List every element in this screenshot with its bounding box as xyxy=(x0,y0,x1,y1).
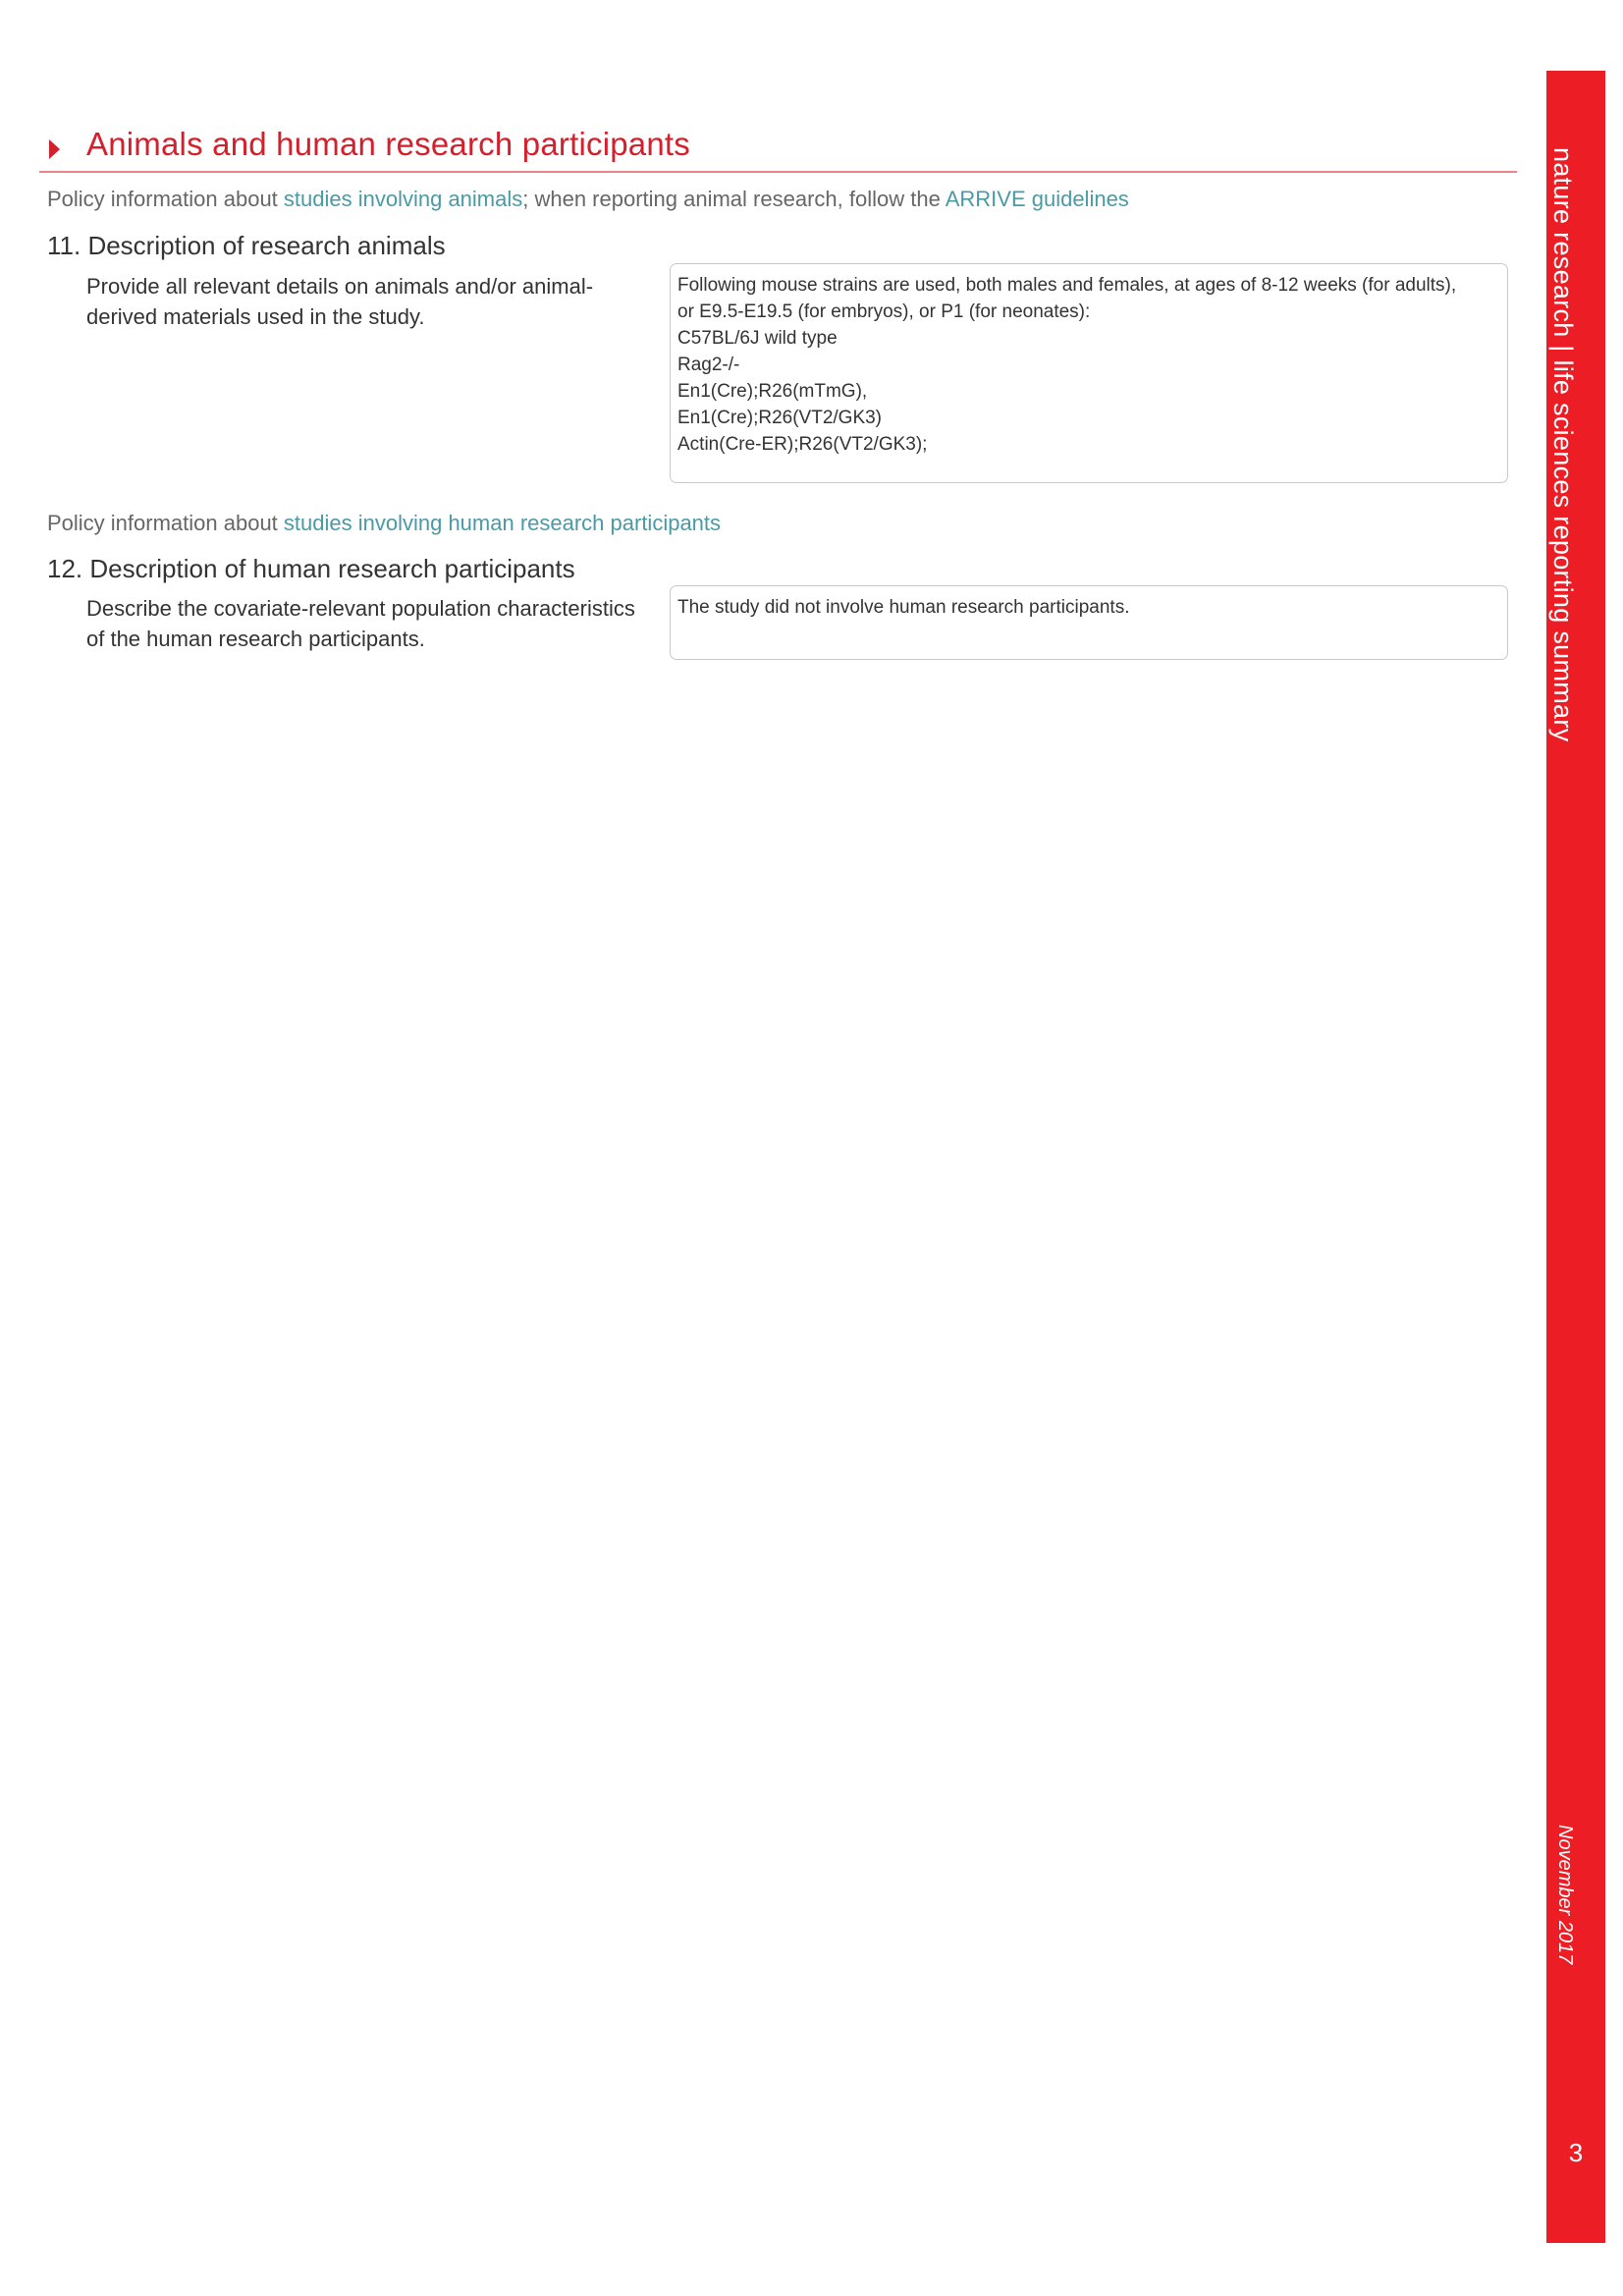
answer-line: En1(Cre);R26(VT2/GK3) xyxy=(677,408,883,428)
policy-prefix: Policy information about xyxy=(47,511,284,535)
item-11-answer-box[interactable] xyxy=(670,263,1508,483)
item-12-prompt: Describe the covariate-relevant population characteristics of the human research participants. xyxy=(86,596,635,651)
answer-line: Rag2-/- xyxy=(677,355,740,375)
policy-prefix: Policy information about xyxy=(47,187,284,211)
answer-line: Actin(Cre-ER);R26(VT2/GK3); xyxy=(677,434,928,455)
studies-involving-animals-link[interactable]: studies involving animals xyxy=(283,187,523,211)
item-11-prompt: Provide all relevant details on animals and/or animal-derived materials used in the study. xyxy=(86,274,594,329)
answer-line: C57BL/6J wild type xyxy=(677,328,838,349)
answer-line: or E9.5-E19.5 (for embryos), or P1 (for neonates): xyxy=(677,301,1091,322)
arrive-guidelines-link[interactable]: ARRIVE guidelines xyxy=(945,187,1129,211)
collapse-arrow-icon[interactable] xyxy=(49,139,60,159)
answer-line: En1(Cre);R26(mTmG), xyxy=(677,381,868,402)
page-number: 3 xyxy=(1568,2138,1584,2167)
item-12-answer-box[interactable] xyxy=(670,585,1508,660)
animals-policy-line xyxy=(47,187,1129,212)
section-title: Animals and human research participants xyxy=(86,126,690,162)
item-11-heading: 11. Description of research animals xyxy=(47,231,446,260)
studies-involving-humans-link[interactable]: studies involving human research participants xyxy=(283,511,722,535)
humans-policy-line xyxy=(47,511,721,536)
item-12-heading: 12. Description of human research participants xyxy=(47,554,575,583)
answer-text: The study did not involve human research participants. xyxy=(677,597,1130,618)
answer-line: Following mouse strains are used, both males and females, at ages of 8-12 weeks (for adults), xyxy=(677,275,1457,296)
sidebar-brand-text: nature research | life sciences reporting summary xyxy=(1548,147,1578,742)
policy-middle: ; when reporting animal research, follow the xyxy=(522,187,946,211)
section-header xyxy=(39,126,1517,173)
sidebar-date: November 2017 xyxy=(1554,1825,1576,1965)
